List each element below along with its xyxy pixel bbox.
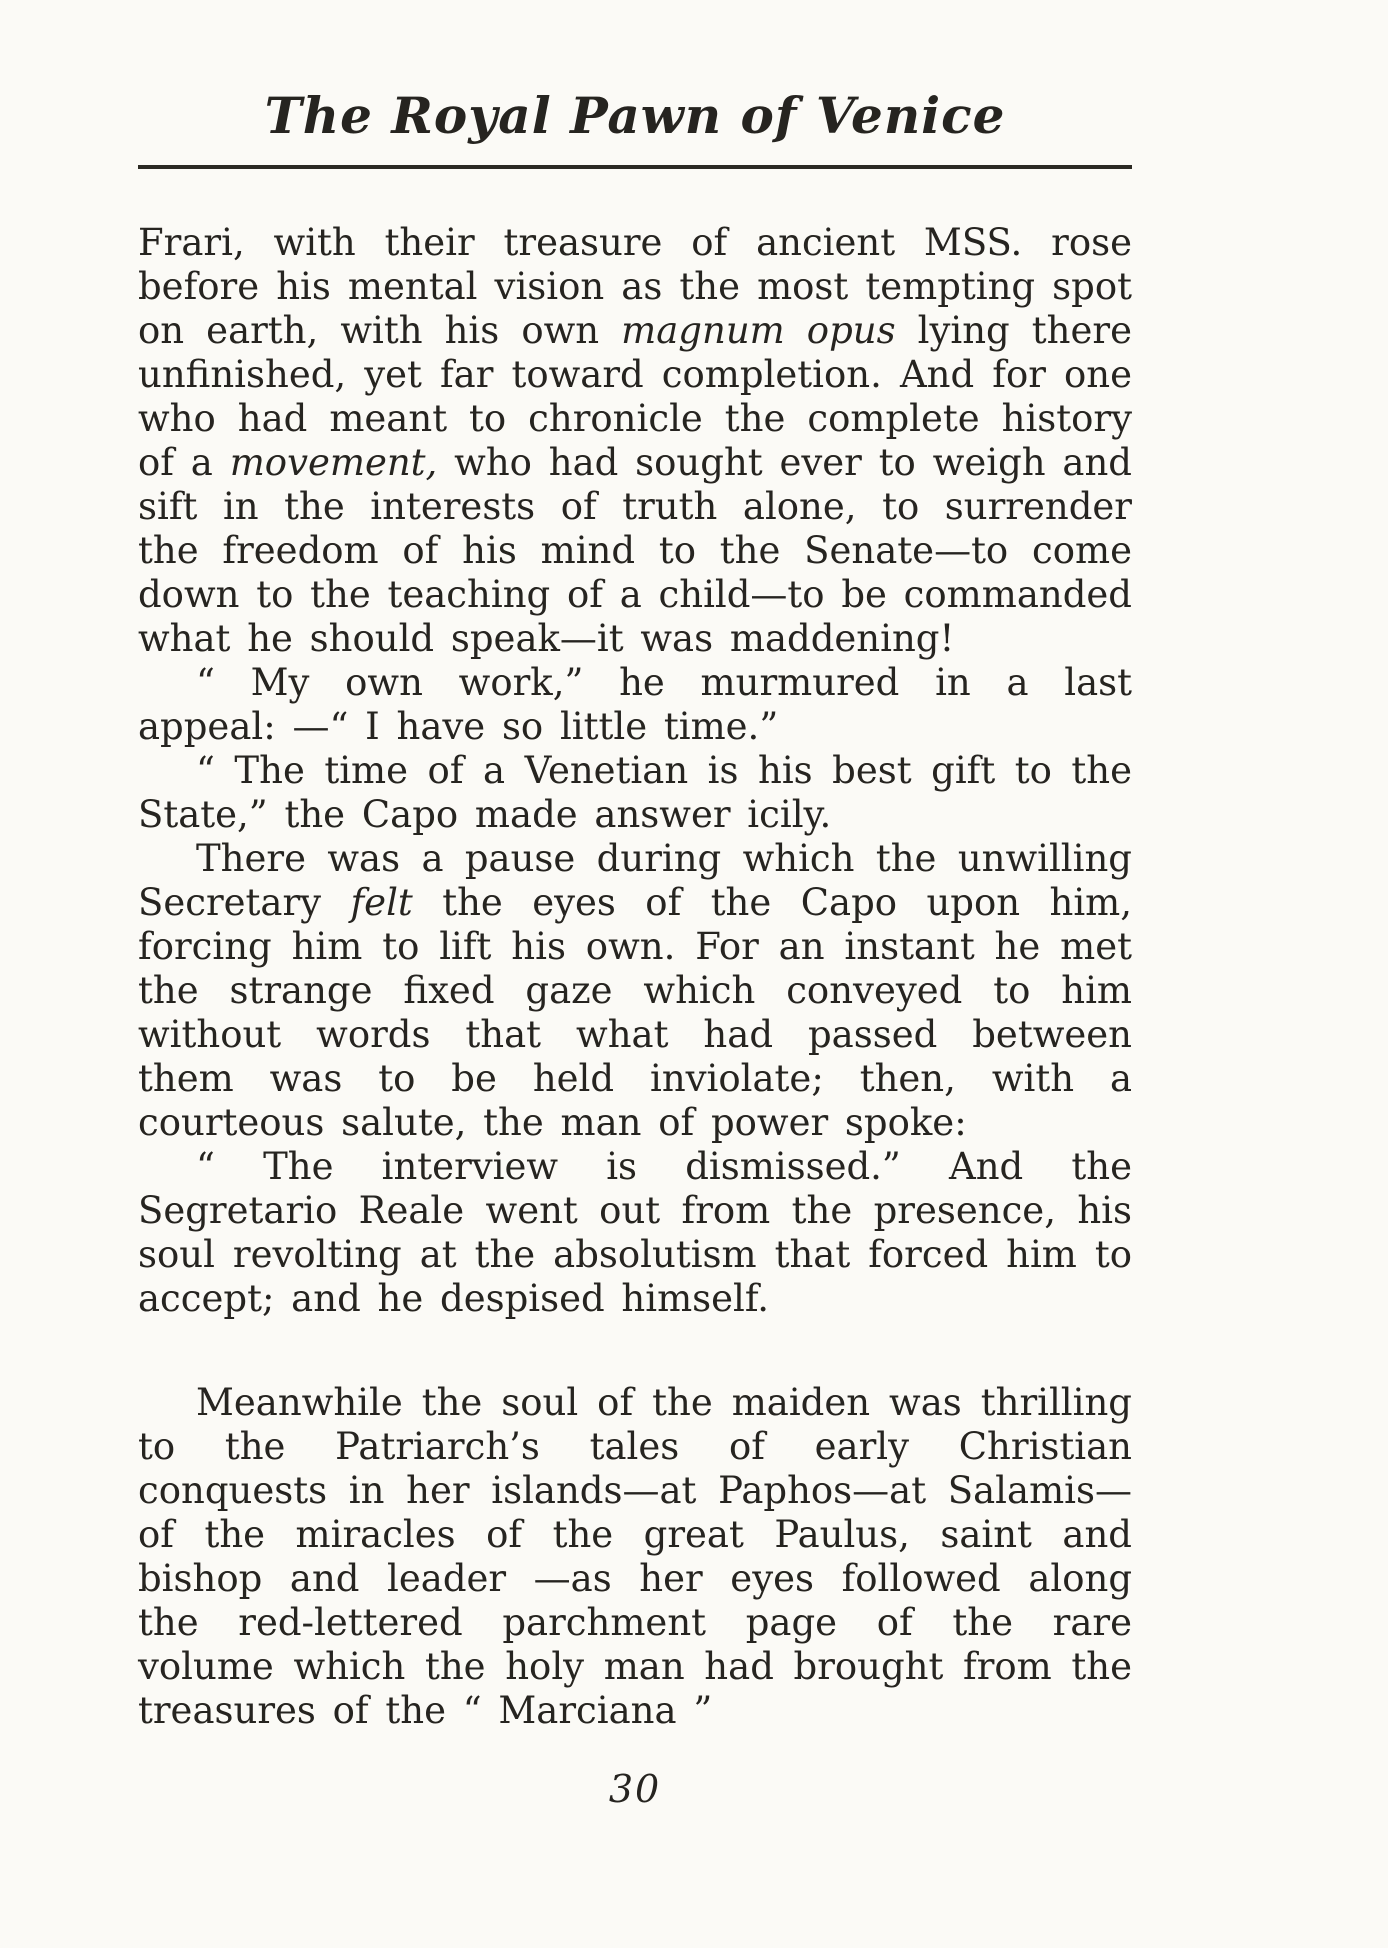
paragraph-text: Frari, with their treasure of ancient MSS. rose before his mental vision as the most tempting spot on earth, with his own: [138, 221, 1132, 352]
page-header: [138, 86, 1132, 169]
paragraph-5: [138, 1145, 1132, 1321]
header-rule: [138, 165, 1132, 169]
page-number: 30: [608, 1767, 662, 1811]
paragraph-text: who had sought ever to weigh and sift in the interests of truth alone, to surrender the freedom of his mind to the Senate—to come down to the teaching of a child—to be commanded what he should speak—it was maddening!: [138, 441, 1132, 660]
paragraph-6: [138, 1381, 1132, 1733]
page-title: The Royal Pawn of Venice: [264, 86, 1006, 145]
paragraph-2: [138, 661, 1132, 749]
paragraph-text: “ The interview is dismissed.” And the Segretario Reale went out from the presence, his soul revolting at the absolutism that forced him to accept; and he despised himself.: [138, 1145, 1132, 1320]
paragraph-text: There was a pause during which the unwilling Secretary: [138, 837, 1132, 924]
paragraph-4: [138, 837, 1132, 1145]
page-body: [138, 221, 1132, 1733]
paragraph-1: [138, 221, 1132, 661]
italic-term: magnum opus: [621, 309, 896, 352]
italic-term: movement,: [229, 441, 438, 484]
paragraph-text: “ The time of a Venetian is his best gift to the State,” the Capo made answer icily.: [138, 749, 1132, 836]
italic-term: felt: [350, 881, 413, 924]
paragraph-text: “ My own work,” he murmured in a last appeal: —“ I have so little time.”: [138, 661, 1132, 748]
page-footer: [138, 1767, 1132, 1811]
paragraph-text: the eyes of the Capo upon him, forcing him to lift his own. For an instant he met the strange fixed gaze which conveyed to him without words that what had passed between them was to be held inviolate; then, with a courteous salute, the man of power spoke:: [138, 881, 1132, 1144]
paragraph-text: Meanwhile the soul of the maiden was thrilling to the Patriarch’s tales of early Christian conquests in her islands—at Paphos—at Salamis—of the miracles of the great Paulus, saint and bishop and leader —as her eyes followed along the red-lettered parchment page of the rare volume which the holy man had brought from the treasures of the “ Marciana ”: [138, 1381, 1132, 1732]
paragraph-text: lying there unfinished, yet far toward completion. And for one who had meant to chronicle the complete history of a: [138, 309, 1132, 484]
paragraph-3: [138, 749, 1132, 837]
